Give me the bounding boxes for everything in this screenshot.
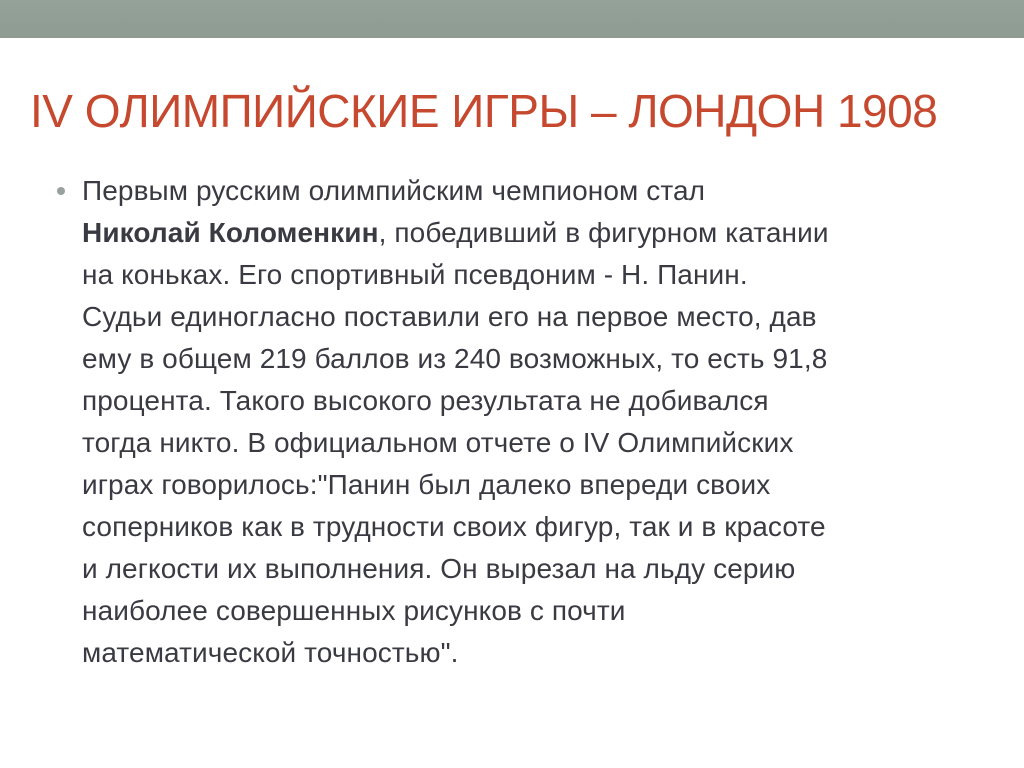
text-line: ему в общем 219 баллов из 240 возможных, то есть 91,8	[82, 343, 828, 374]
text-line: соперников как в трудности своих фигур, так и в красоте	[82, 511, 826, 542]
text-line: на коньках. Его спортивный псевдоним - Н. Панин.	[82, 259, 748, 290]
text-line: Первым русским олимпийским чемпионом стал	[82, 175, 706, 206]
text-line: Николай Коломенкин, победивший в фигурном катании	[82, 217, 829, 248]
text-line: процента. Такого высокого результата не добивался	[82, 385, 769, 416]
text-line: Судьи единогласно поставили его на первое место, дав	[82, 301, 817, 332]
text-line: математической точностью".	[82, 637, 459, 668]
bullet-text	[82, 170, 829, 674]
text-line: играх говорилось:"Панин был далеко впереди своих	[82, 469, 771, 500]
bullet-dot-icon	[57, 187, 65, 195]
text-line: наиболее совершенных рисунков с почти	[82, 595, 626, 626]
top-accent-bar	[0, 0, 1024, 38]
text-line: тогда никто. В официальном отчете о IV Олимпийских	[82, 427, 794, 458]
slide-title: IV ОЛИМПИЙСКИЕ ИГРЫ – ЛОНДОН 1908	[30, 85, 938, 137]
slide-body	[57, 170, 988, 674]
text-line: и легкости их выполнения. Он вырезал на льду серию	[82, 553, 796, 584]
bullet-item	[57, 170, 988, 674]
